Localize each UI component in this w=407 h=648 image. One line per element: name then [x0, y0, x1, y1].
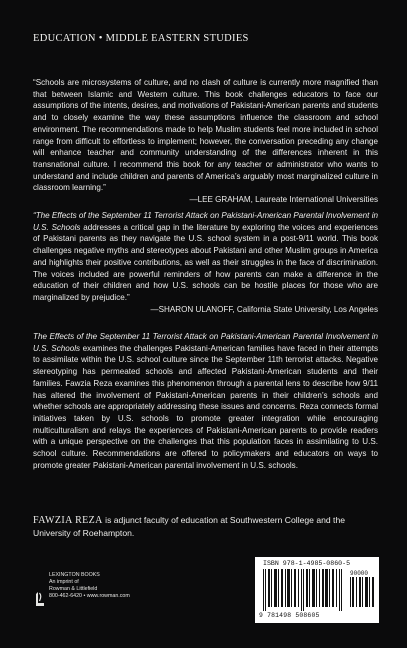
isbn-label: ISBN 978-1-4985-0860-5 [263, 560, 351, 567]
publisher-name: LEXINGTON BOOKS [49, 572, 100, 578]
review-attribution: —LEE GRAHAM, Laureate International Universities [189, 195, 378, 205]
publisher-contact: 800-462-6420 • www.rowman.com [49, 593, 130, 600]
author-bio [33, 514, 378, 539]
review-quote-text [33, 210, 378, 304]
price-barcode-icon [350, 577, 374, 607]
book-title-italic: “The Effects of the September 11 Terrorist Attack on Pakistani-American Parental Involvement in U.S. Schools [33, 211, 378, 232]
review-quote-ulanoff [33, 210, 378, 315]
author-name: FAWZIA REZA [33, 515, 103, 526]
lexington-logo-icon [36, 592, 45, 606]
category-label: EDUCATION • MIDDLE EASTERN STUDIES [33, 33, 249, 44]
description-body: examines the challenges Pakistani-American families have faced in their attempts to assimilate within the U.S. school culture since the September 11th terrorist attacks. Negative stereotyping has permeated schools and affected Pakistani-American students and their families. Fawzia Reza examines this phenomenon through a parental lens to describe how 9/11 has altered the involvement of Pakistani-American parents in their children’s schools and whether schools are appropriately addressing these issues and concerns. Reza connects formal initiatives taken by U.S. schools to promote greater integration while encouraging multiculturalism and relays the experiences of Pakistani-American parents to provide readers with a unique perspective on the challenges that this population faces in assimilating to U.S. school culture. Recommendations are offered to policymakers and educators on ways to promote greater Pakistani-American parental involvement in U.S. schools. [33, 343, 378, 470]
barcode [255, 557, 379, 623]
author-bio-text: is adjunct faculty of education at Southwestern College and the University of Roehampton. [33, 515, 346, 538]
publisher-imprint-line: An imprint of [49, 579, 79, 586]
book-description [33, 331, 378, 471]
review-attribution: —SHARON ULANOFF, California State University, Los Angeles [150, 304, 378, 314]
review-quote-graham [33, 77, 378, 206]
publisher-parent: Rowman & Littlefield [49, 586, 98, 593]
book-title-italic: The Effects of the September 11 Terrorist Attack on Pakistani-American Parental Involvement in U.S. Schools [33, 332, 378, 353]
review-quote-text: “Schools are microsystems of culture, and no clash of culture is currently more magnified than that between Islamic and Western culture. This book challenges educators to face our assumptions of the intents, desires, and motivations of Pakistani-American parents and students and to closely examine the way these assumptions influence the classroom and school environment. The recommendations made to help Muslim students feel more included in school range from difficult to effortless to implement; however, the conversation preceding any change will enhance teacher and community understanding of the differences inherent in this transnational culture. I recommend this book for any teacher or administrator who wants to understand and include children and parents of America’s arguably most marginalized culture in classroom learning.” [33, 78, 378, 193]
price-code: 90000 [350, 570, 369, 577]
review-quote-body: addresses a critical gap in the literature by exploring the voices and experiences of Pakistani parents as they navigate the U.S. school system in a post-9/11 world. This book challenges negative myths and stereotypes about Pakistani and other Muslim groups in America and highlights their positive contributions, as well as their struggles in the face of discrimination. The voices included are powerful reminders of how parents can make a difference in the education of their children and how U.S. schools can be hostile places for those who are marginalized by prejudice.” [33, 222, 378, 302]
publisher-text [49, 572, 179, 600]
barcode-digits: 9 781498 508605 [259, 612, 320, 619]
ean-barcode-icon [263, 569, 347, 611]
publisher-block [36, 572, 176, 622]
